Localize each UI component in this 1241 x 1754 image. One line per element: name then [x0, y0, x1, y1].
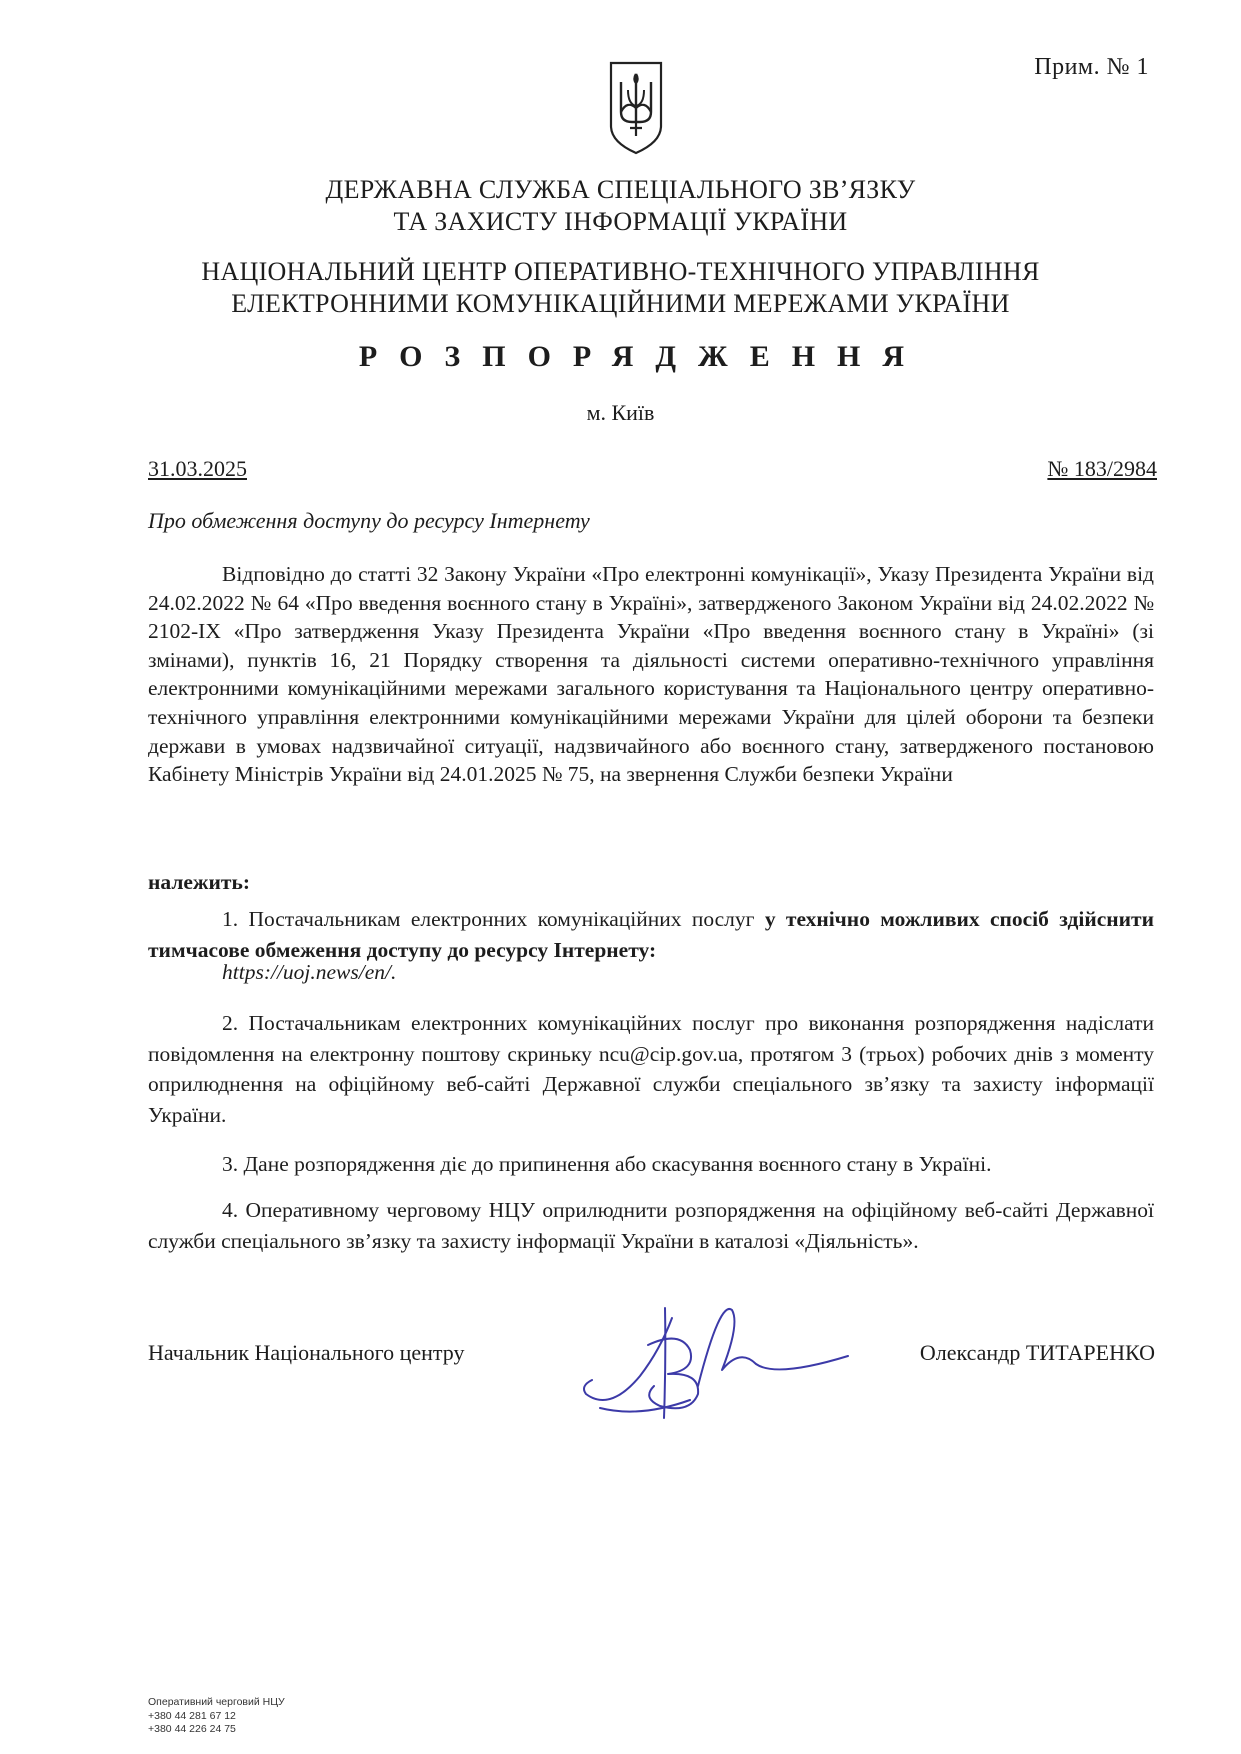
center-name: [0, 256, 1241, 320]
footer-phone-1: +380 44 281 67 12: [148, 1709, 236, 1722]
document-number: № 183/2984: [1047, 456, 1157, 481]
order-item-1-text: 1. Постачальникам електронних комунікаційних послуг: [222, 907, 765, 931]
document-date: 31.03.2025: [148, 456, 247, 481]
city-label: м. Київ: [586, 400, 655, 425]
signatory-name: Олександр ТИТАРЕНКО: [919, 1340, 1155, 1365]
document-type-title: РОЗПОРЯДЖЕННЯ: [358, 340, 927, 373]
order-item-3: 3. Дане розпорядження діє до припинення або скасування воєнного стану в Україні.: [222, 1152, 992, 1176]
center-name-line2: ЕЛЕКТРОННИМИ КОМУНІКАЦІЙНИМИ МЕРЕЖАМИ УКРАЇНИ: [231, 289, 1010, 318]
orders-label: належить:: [148, 870, 250, 894]
center-name-line1: НАЦІОНАЛЬНИЙ ЦЕНТР ОПЕРАТИВНО-ТЕХНІЧНОГО УПРАВЛІННЯ: [201, 257, 1040, 286]
footer-duty-officer-label: Оперативний черговий НЦУ: [148, 1696, 285, 1708]
annex-label: Прим. № 1: [1034, 54, 1149, 80]
trident-coat-of-arms-icon: [608, 60, 664, 156]
agency-name-line2: ТА ЗАХИСТУ ІНФОРМАЦІЇ УКРАЇНИ: [393, 207, 848, 236]
order-item-1: [148, 904, 1154, 965]
blocked-resource-url: https://uoj.news/en/.: [222, 960, 397, 984]
order-item-2: 2. Постачальникам електронних комунікаційних послуг про виконання розпорядження надіслати повідомлення на електронну поштову скриньку ncu@cip.gov.ua, протягом 3 (трьох) робочих днів з моменту оприлюднення на офіційному веб-сайті Державної служби спеціального зв’язку та захисту інформації України.: [148, 1011, 1154, 1127]
agency-name-line1: ДЕРЖАВНА СЛУЖБА СПЕЦІАЛЬНОГО ЗВ’ЯЗКУ: [325, 175, 916, 204]
document-subject: Про обмеження доступу до ресурсу Інтернету: [148, 508, 590, 533]
footer-contacts: [148, 1696, 285, 1737]
order-item-4: 4. Оперативному черговому НЦУ оприлюднити розпорядження на офіційному веб-сайті Державної служби спеціального зв’язку та захисту інформації України в каталозі «Діяльність».: [148, 1198, 1154, 1253]
signatory-title: Начальник Національного центру: [148, 1340, 465, 1365]
order-item-1-bold-text: у технічно можливих спосіб здійснити тимчасове обмеження доступу до ресурсу Інтернету:: [148, 907, 1154, 962]
footer-phone-2: +380 44 226 24 75: [148, 1723, 236, 1735]
preamble-paragraph: Відповідно до статті 32 Закону України «Про електронні комунікації», Указу Президента України від 24.02.2022 № 64 «Про введення воєнного стану в Україні», затвердженого Законом України від 24.02.2022 № 2102-IX «Про затвердження Указу Президента України «Про введення воєнного стану в Україні» (зі змінами), пунктів 16, 21 Порядку створення та діяльності системи оперативно-технічного управління електронними комунікаційними мережами загального користування та Національного центру оперативно-технічного управління електронними комунікаційними мережами України для цілей оборони та безпеки держави в умовах надзвичайної ситуації, надзвичайного або воєнного стану, затвердженого постановою Кабінету Міністрів України від 24.01.2025 № 75, на звернення Служби безпеки України: [148, 562, 1154, 787]
agency-name: [0, 174, 1241, 238]
handwritten-signature: [580, 1290, 850, 1425]
